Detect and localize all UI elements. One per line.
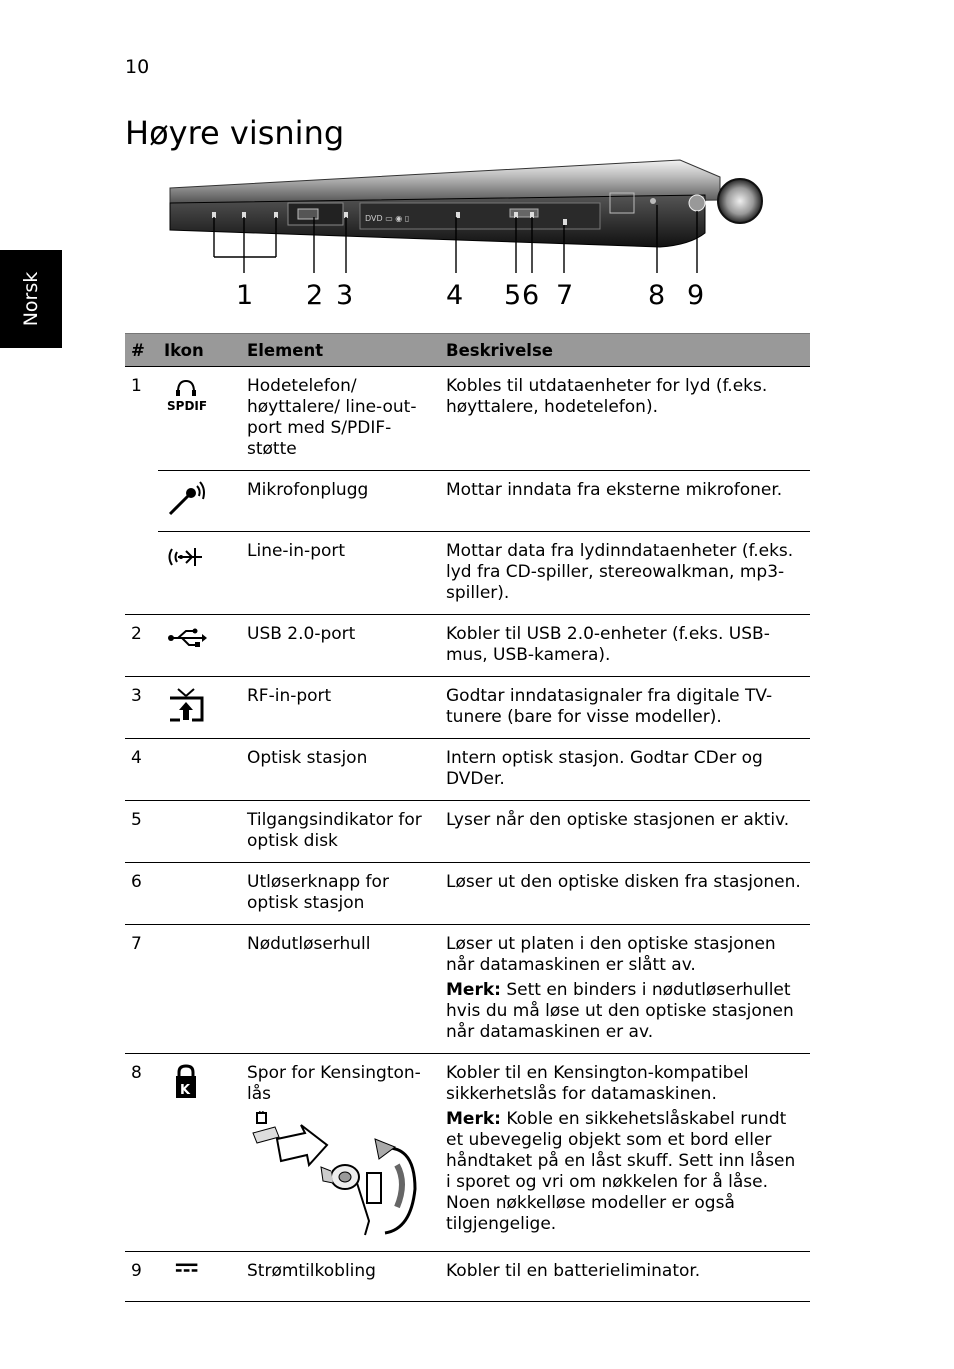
row-description: Kobles til utdataenheter for lyd (f.eks. høyttalere, hodetelefon).: [440, 367, 810, 471]
table-row: [125, 925, 810, 1054]
row-element: Strømtilkobling: [241, 1252, 440, 1302]
row-description: Godtar inndatasignaler fra digitale TV-tunere (bare for visse modeller).: [440, 677, 810, 739]
row-element: Mikrofonplugg: [241, 471, 440, 532]
row-element: Hodetelefon/ høyttalere/ line-out-port med S/PDIF-støtte: [241, 367, 440, 471]
table-row: [125, 471, 810, 532]
usb-icon: [164, 624, 208, 662]
row-description: Intern optisk stasjon. Godtar CDer og DVDer.: [440, 739, 810, 801]
row-num: 2: [125, 615, 158, 677]
callout-4: 4: [446, 280, 464, 311]
row-element: Optisk stasjon: [241, 739, 440, 801]
laptop-right-side-illustration: [160, 155, 780, 315]
row-note: [446, 1109, 804, 1235]
header-num: #: [125, 334, 158, 367]
note-text: Sett en binders i nødutløserhullet hvis du må løse ut den optiske stasjonen når datamaskinen er av.: [446, 980, 794, 1042]
language-side-tab: [0, 250, 62, 348]
callout-3: 3: [336, 280, 354, 311]
callout-6: 6: [522, 280, 540, 311]
row-num: 6: [125, 863, 158, 925]
table-row: [125, 532, 810, 615]
header-icon: Ikon: [158, 334, 241, 367]
row-description: Kobler til en batterieliminator.: [440, 1252, 810, 1302]
row-num: [125, 532, 158, 615]
table-row: [125, 367, 810, 471]
callout-8: 8: [648, 280, 666, 311]
callout-2: 2: [306, 280, 324, 311]
callout-5: 5: [504, 280, 522, 311]
dc-power-icon: [164, 1261, 208, 1285]
row-description: Kobler til en Kensington-kompatibel sikkerhetslås for datamaskinen.: [446, 1063, 749, 1104]
row-element: Tilgangsindikator for optisk disk: [241, 801, 440, 863]
row-num: 7: [125, 925, 158, 1054]
callout-1: 1: [236, 280, 254, 311]
note-text: Koble en sikkehetslåskabel rundt et ubevegelig objekt som et bord eller håndtaket på en låst skuff. Sett inn låsen i sporet og vri om nøkkelen for å låse. Noen nøkkelløse modeller er også tilgjengelige.: [446, 1109, 796, 1234]
row-element: Utløserknapp for optisk stasjon: [241, 863, 440, 925]
header-description: Beskrivelse: [440, 334, 810, 367]
side-tab-label: Norsk: [20, 271, 42, 327]
row-element: Nødutløserhull: [241, 925, 440, 1054]
svg-text:K: K: [180, 1083, 191, 1098]
ports-table: [125, 333, 810, 1302]
row-description: Løser ut den optiske disken fra stasjonen.: [440, 863, 810, 925]
callout-7: 7: [556, 280, 574, 311]
row-element: Spor for Kensington-lås: [247, 1063, 421, 1104]
page-title: Høyre visning: [125, 114, 345, 152]
row-description: Lyser når den optiske stasjonen er aktiv.: [440, 801, 810, 863]
rf-in-icon: [164, 686, 208, 724]
row-num: 4: [125, 739, 158, 801]
table-header-row: [125, 334, 810, 367]
row-note: [446, 980, 804, 1043]
table-row: [125, 677, 810, 739]
row-num: 3: [125, 677, 158, 739]
row-num: 9: [125, 1252, 158, 1302]
page-number: 10: [125, 56, 150, 78]
row-num: 1: [125, 367, 158, 471]
note-label: Merk:: [446, 1109, 501, 1129]
row-num: 8: [125, 1054, 158, 1252]
svg-text:DVD ▭ ◉ ▯: DVD ▭ ◉ ▯: [365, 214, 410, 223]
note-label: Merk:: [446, 980, 501, 1000]
microphone-icon: [164, 480, 208, 518]
row-element: USB 2.0-port: [241, 615, 440, 677]
table-row: [125, 801, 810, 863]
table-row: [125, 1252, 810, 1302]
table-row: [125, 863, 810, 925]
headphone-spdif-icon: [164, 376, 208, 414]
row-description: Mottar data fra lydinndataenheter (f.eks. lyd fra CD-spiller, stereowalkman, mp3-spiller).: [440, 532, 810, 615]
line-in-icon: [164, 541, 208, 579]
table-row: [125, 1054, 810, 1252]
table-row: [125, 615, 810, 677]
row-element: Line-in-port: [241, 532, 440, 615]
row-description: Mottar inndata fra eksterne mikrofoner.: [440, 471, 810, 532]
spdif-label: SPDIF: [167, 399, 208, 413]
row-description: Løser ut platen i den optiske stasjonen når datamaskinen er slått av.: [446, 934, 776, 975]
row-num: [125, 471, 158, 532]
kensington-lock-icon: [164, 1063, 208, 1101]
table-row: [125, 739, 810, 801]
row-num: 5: [125, 801, 158, 863]
row-description: Kobler til USB 2.0-enheter (f.eks. USB-mus, USB-kamera).: [440, 615, 810, 677]
kensington-lock-illustration: [247, 1111, 427, 1241]
callout-9: 9: [687, 280, 705, 311]
row-element: RF-in-port: [241, 677, 440, 739]
header-element: Element: [241, 334, 440, 367]
